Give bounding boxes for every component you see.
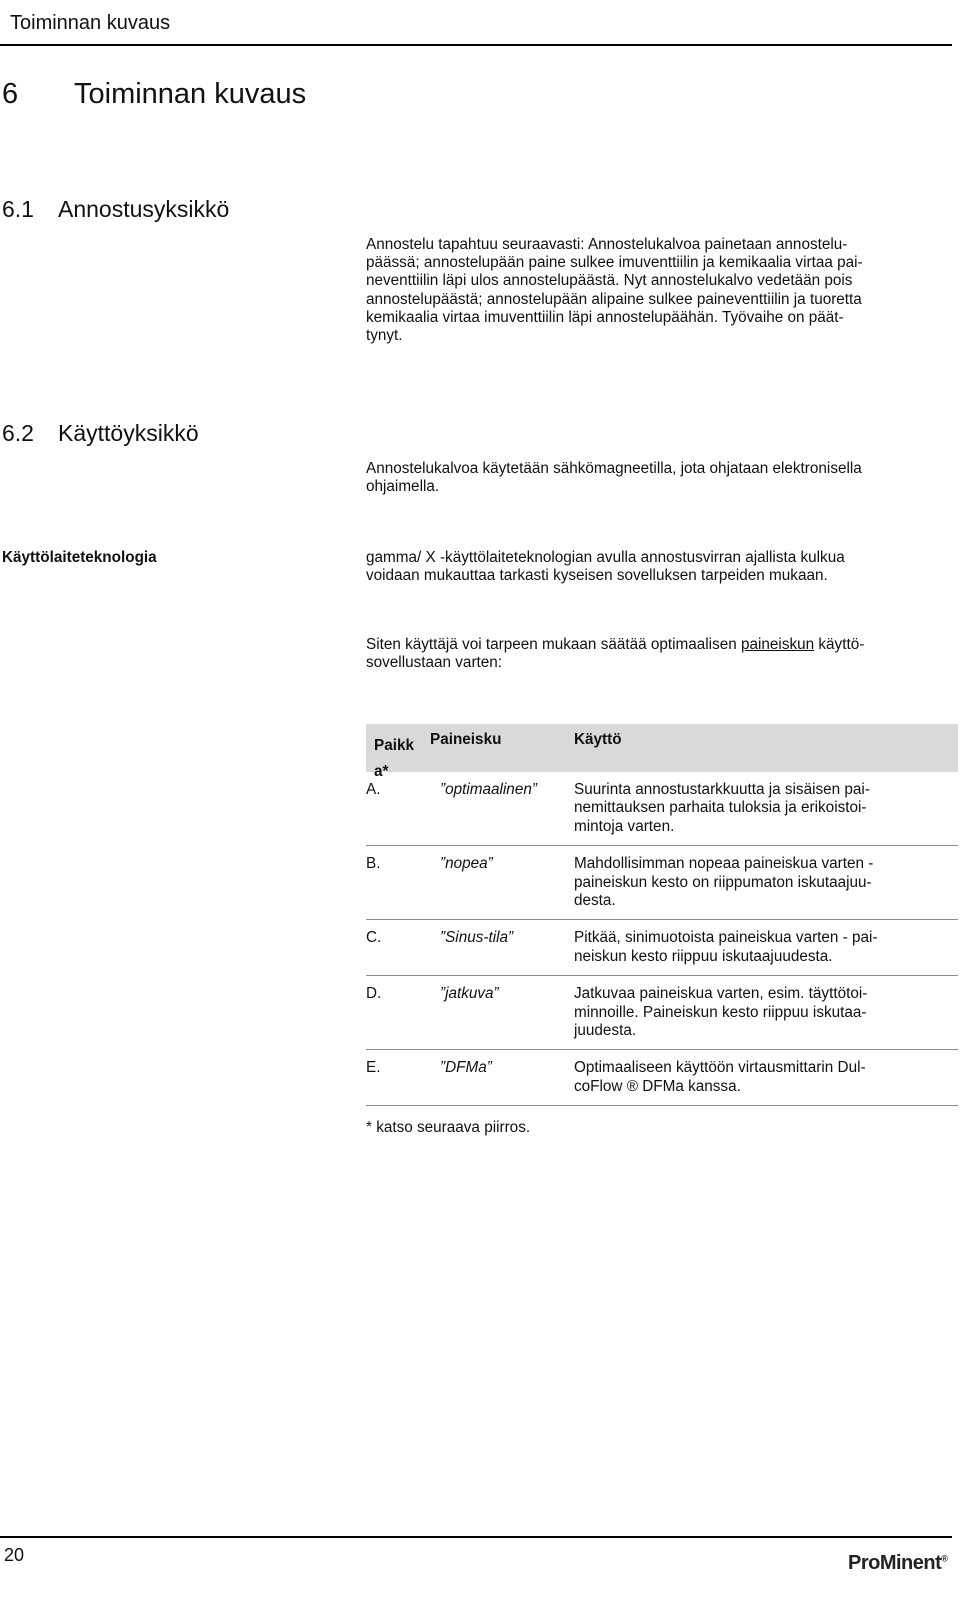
cell-line: nemittauksen parhaita tuloksia ja erikoistoi- xyxy=(574,799,867,817)
section-6-1-paragraph xyxy=(366,236,946,345)
side-label-drive-technology: Käyttölaiteteknologia xyxy=(2,549,157,566)
cell-position: D. xyxy=(366,985,382,1003)
cell-line: paineiskun kesto on riippumaton iskutaajuu- xyxy=(574,873,872,891)
table-header-row xyxy=(366,724,958,780)
pressure-stroke-table xyxy=(366,724,958,1106)
cell-line: Jatkuvaa paineiskua varten, esim. täyttötoi- xyxy=(574,985,868,1003)
cell-line: coFlow ® DFMa kanssa. xyxy=(574,1077,741,1095)
cell-line: Suurinta annostustarkkuutta ja sisäisen pai- xyxy=(574,781,870,798)
paragraph-line: kemikaalia virtaa imuventtiilin läpi annostelupäähän. Työvaihe on päät- xyxy=(366,308,844,326)
cell-line: Mahdollisimman nopeaa paineiskua varten - xyxy=(574,855,874,873)
cell-position: A. xyxy=(366,781,381,798)
paragraph-line: Annostelukalvoa käytetään sähkömagneetilla, jota ohjataan elektronisella xyxy=(366,460,862,477)
cell-position: B. xyxy=(366,855,381,873)
header-position-line: a* xyxy=(374,763,389,780)
header-usage: Käyttö xyxy=(574,731,622,748)
section-title: Annostusyksikkö xyxy=(58,196,230,222)
paragraph-line: tynyt. xyxy=(366,327,403,345)
header-pressure-stroke: Paineisku xyxy=(430,731,502,748)
cell-line: Optimaaliseen käyttöön virtausmittarin Dul- xyxy=(574,1059,866,1077)
cell-position: C. xyxy=(366,929,382,947)
footer-rule xyxy=(0,1536,952,1538)
paragraph-line xyxy=(366,636,946,654)
section-heading-6-1 xyxy=(2,196,229,223)
cell-line: juudesta. xyxy=(574,1022,637,1040)
paragraph-line: sovellustaan varten: xyxy=(366,654,503,672)
cell-pressure-stroke: ”optimaalinen” xyxy=(440,781,537,798)
cell-usage xyxy=(574,985,958,1040)
prominent-logo xyxy=(848,1552,947,1575)
cell-usage xyxy=(574,1059,958,1096)
section-heading-6-2 xyxy=(2,420,199,447)
cell-pressure-stroke: ”DFMa” xyxy=(440,1059,492,1077)
footnote: * katso seuraava piirros. xyxy=(366,1119,531,1136)
section-6-2-paragraph xyxy=(366,460,946,496)
cell-line: Pitkää, sinimuotoista paineiskua varten - pai- xyxy=(574,929,878,947)
paragraph-line: ohjaimella. xyxy=(366,478,440,496)
chapter-heading xyxy=(2,78,306,111)
logo-text: ProMinent xyxy=(848,1552,942,1574)
cell-pressure-stroke: ”nopea” xyxy=(440,855,493,873)
text-fragment: käyttö- xyxy=(814,636,865,653)
paineisku-link[interactable]: paineiskun xyxy=(741,636,815,653)
paragraph-line: päässä; annostelupään paine sulkee imuventtiilin ja kemikaalia virtaa pai- xyxy=(366,254,863,272)
table-row xyxy=(366,772,958,846)
table-row xyxy=(366,976,958,1050)
table-row xyxy=(366,846,958,920)
header-title: Toiminnan kuvaus xyxy=(10,12,171,34)
cell-line: mintoja varten. xyxy=(574,817,675,835)
section-title: Käyttöyksikkö xyxy=(58,420,199,446)
paragraph-line: gamma/ X -käyttölaiteteknologian avulla annostusvirran ajallista kulkua xyxy=(366,549,845,566)
page-header xyxy=(0,0,952,46)
cell-line: desta. xyxy=(574,892,616,910)
table-row xyxy=(366,920,958,976)
logo-registered-mark: ® xyxy=(941,1553,948,1564)
header-position xyxy=(366,724,430,780)
cell-pressure-stroke: ”jatkuva” xyxy=(440,985,499,1003)
chapter-number: 6 xyxy=(2,78,19,110)
pressure-stroke-intro-paragraph xyxy=(366,636,946,672)
drive-technology-paragraph xyxy=(366,549,946,585)
paragraph-line: Annostelu tapahtuu seuraavasti: Annostelukalvoa painetaan annostelu- xyxy=(366,236,848,253)
cell-usage xyxy=(574,781,958,836)
cell-pressure-stroke: ”Sinus-tila” xyxy=(440,929,514,947)
paragraph-line: voidaan mukauttaa tarkasti kyseisen sovelluksen tarpeiden mukaan. xyxy=(366,567,828,585)
chapter-title: Toiminnan kuvaus xyxy=(74,78,307,110)
cell-usage xyxy=(574,929,958,966)
page-number: 20 xyxy=(4,1545,25,1565)
table-row xyxy=(366,1050,958,1106)
paragraph-line: annostelupäästä; annostelupään alipaine sulkee paineventtiilin ja tuoretta xyxy=(366,290,862,308)
paragraph-line: neventtiilin läpi ulos annostelupäästä. Nyt annostelukalvo vedetään pois xyxy=(366,272,853,290)
cell-line: neiskun kesto riippuu iskutaajuudesta. xyxy=(574,947,833,965)
cell-line: minnoille. Paineiskun kesto riippuu iskutaa- xyxy=(574,1003,867,1021)
section-number: 6.2 xyxy=(2,420,34,446)
cell-position: E. xyxy=(366,1059,381,1077)
cell-usage xyxy=(574,855,958,910)
text-fragment: Siten käyttäjä voi tarpeen mukaan säätää optimaalisen xyxy=(366,636,741,653)
section-number: 6.1 xyxy=(2,196,34,222)
header-position-line: Paikk xyxy=(374,737,414,754)
